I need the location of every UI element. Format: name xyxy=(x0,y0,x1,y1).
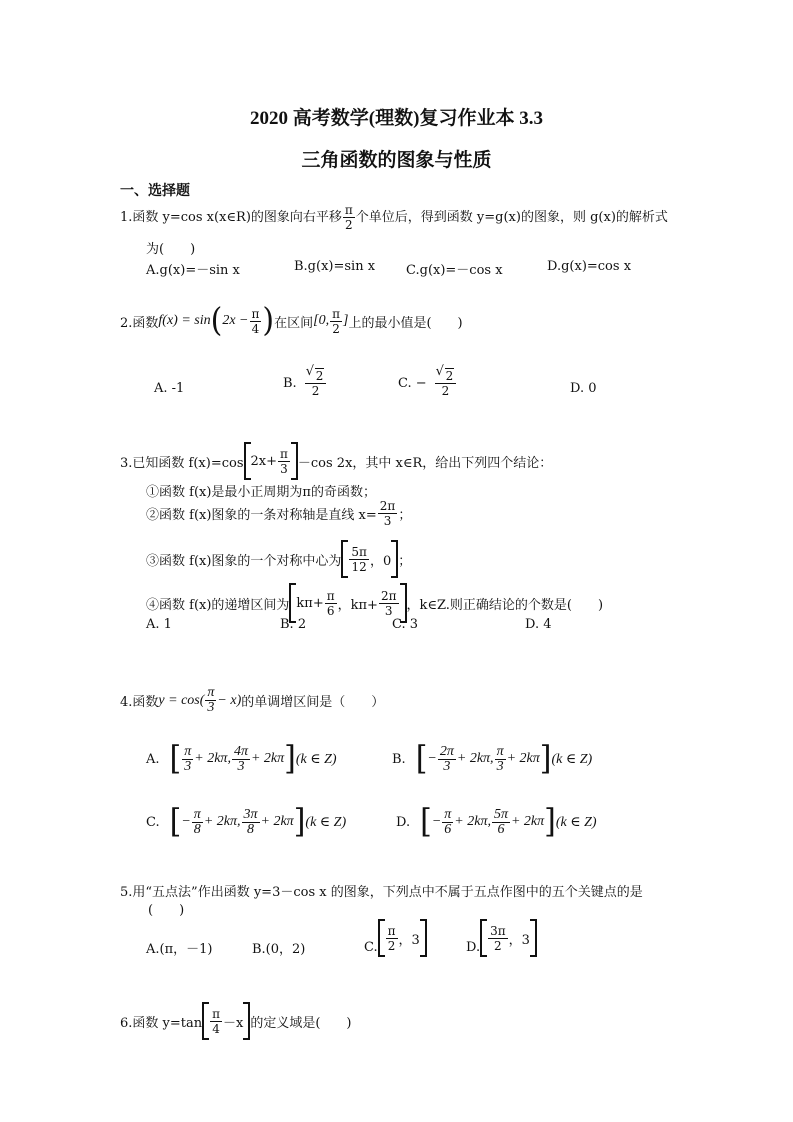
q4-c-d1: 8 xyxy=(193,821,201,837)
q3-text-b: －cos 2x，其中 x∈R，给出下列四个结论： xyxy=(297,455,553,471)
q4-a-d1: 3 xyxy=(184,758,192,774)
q3-s4-den1: 6 xyxy=(326,603,335,618)
q4-c-frac-2 xyxy=(242,808,260,837)
document-title: 2020 高考数学(理数)复习作业本 3.3 xyxy=(250,108,543,129)
q4-den: 3 xyxy=(207,700,215,715)
q2-option-c-fraction xyxy=(435,368,457,398)
document-subtitle: 三角函数的图象与性质 xyxy=(301,150,492,171)
q4-d-mid-1: + 2kπ, xyxy=(454,814,491,829)
q3-option-c: C. 3 xyxy=(392,617,419,632)
q5-option-b: B.(0，2) xyxy=(252,942,306,957)
q3-inner-fraction xyxy=(278,447,290,476)
q5-option-d-label: D. xyxy=(466,939,481,955)
q4-c-pre: − xyxy=(181,814,191,829)
q4-a-n1: π xyxy=(184,743,192,759)
q4-d-tail: (k ∈ Z) xyxy=(555,814,597,830)
q2-option-c-root: √ 2 xyxy=(445,368,455,383)
q4-option-d xyxy=(396,802,597,841)
q3-inner-den: 3 xyxy=(280,461,288,476)
q3-s4-den2: 3 xyxy=(384,603,393,618)
q3-s3-fraction xyxy=(349,545,369,574)
q6-bracket-left xyxy=(202,1002,209,1040)
q5-d-num: 3π xyxy=(490,923,506,938)
q4-num: π xyxy=(207,685,215,700)
q4-fraction xyxy=(205,686,216,715)
q4-d-n1: π xyxy=(444,806,452,822)
q3-text-a: 3.已知函数 f(x)=cos xyxy=(120,455,244,471)
q5-d-fraction xyxy=(488,924,508,953)
q4-option-d-label: D. xyxy=(396,814,411,830)
q4-function-end: − x) xyxy=(217,692,242,708)
q2-option-d: D. 0 xyxy=(570,381,597,396)
q5-option-d xyxy=(466,919,537,957)
q6-bracket-right xyxy=(243,1002,250,1040)
q4-a-tail: (k ∈ Z) xyxy=(295,751,337,767)
q5-option-a: A.(π，－1) xyxy=(146,942,213,957)
q2-option-b-label: B. xyxy=(283,375,297,391)
q4-option-c xyxy=(146,802,347,841)
q4-c-n1: π xyxy=(193,806,201,822)
q4-option-b xyxy=(392,739,593,778)
q6-den: 4 xyxy=(212,1021,220,1036)
q2-text-a: 2.函数 xyxy=(120,315,159,331)
q4-text-b: 的单调增区间是（ ） xyxy=(241,695,385,710)
q3-s4-end: ，k∈Z.则正确结论的个数是( ) xyxy=(406,597,604,613)
q3-s3-bracket-left xyxy=(341,540,348,578)
q3-s4-kpi-b: ，kπ+ xyxy=(337,597,378,613)
q3-inner-num: π xyxy=(280,446,288,461)
q2-option-c-label: C. − xyxy=(398,375,427,391)
q4-b-pre: − xyxy=(427,751,437,766)
q5-c-bracket-right xyxy=(420,919,427,957)
q4-b-mid-1: + 2kπ, xyxy=(456,751,494,766)
q4-function: y = cos( xyxy=(158,692,205,708)
q2-inner-num: π xyxy=(251,306,260,321)
q6-num: π xyxy=(212,1006,221,1021)
q5-c-tail: ，3 xyxy=(398,932,420,948)
q4-d-mid-2: + 2kπ xyxy=(510,814,545,829)
q2-function: f(x) = sin xyxy=(158,313,211,328)
q4-option-b-label: B. xyxy=(392,751,406,767)
q4-option-c-label: C. xyxy=(146,814,160,830)
q3-s2-end: ； xyxy=(398,508,412,523)
q1-fraction xyxy=(343,203,355,232)
q3-inner-a: 2x+ xyxy=(250,453,277,469)
q3-statement-3 xyxy=(146,540,411,578)
q2-inner-fraction xyxy=(250,307,262,336)
q1-option-b: B.g(x)=sin x xyxy=(294,259,376,274)
q3-s4-num2: 2π xyxy=(380,588,397,603)
q4-c-bracket-right: ] xyxy=(293,802,306,841)
q2-inner-a: 2x − xyxy=(222,313,249,328)
q5-d-den: 2 xyxy=(494,938,502,953)
q3-s3-bracket-right xyxy=(391,540,398,578)
q3-s4-fraction-2 xyxy=(379,589,399,618)
question-3 xyxy=(120,442,552,480)
q2-inner-den: 4 xyxy=(251,321,260,336)
q4-c-mid-2: + 2kπ xyxy=(260,814,294,829)
q5-c-num: π xyxy=(387,923,396,938)
q3-bracket-right xyxy=(291,442,298,480)
q6-fraction xyxy=(210,1007,222,1036)
q3-s4-fraction-1 xyxy=(325,589,337,618)
q5-option-c-label: C. xyxy=(364,939,378,955)
q2-interval-fraction xyxy=(330,307,342,336)
q4-c-frac-1 xyxy=(192,808,203,837)
q2-interval-num: π xyxy=(332,306,340,321)
q3-s4-num1: π xyxy=(326,588,335,603)
q2-option-c xyxy=(398,368,457,398)
q3-s4-kpi-a: kπ+ xyxy=(296,595,324,611)
q4-c-tail: (k ∈ Z) xyxy=(305,814,347,830)
q6-text-a: 6.函数 y=tan xyxy=(120,1015,203,1031)
q2-option-b-fraction xyxy=(305,368,327,398)
q1-text-c: 为( ) xyxy=(146,242,196,257)
q1-option-c: C.g(x)=－cos x xyxy=(406,263,503,278)
q3-s2-fraction xyxy=(378,499,398,528)
q4-d-frac-1 xyxy=(442,808,453,837)
q4-c-n2: 3π xyxy=(243,806,258,822)
q3-s4-text: ④函数 f(x)的递增区间为 xyxy=(146,597,290,613)
q4-d-bracket-right: ] xyxy=(544,802,556,841)
q4-c-d2: 8 xyxy=(247,821,254,837)
q5-c-den: 2 xyxy=(387,938,396,953)
q3-statement-2 xyxy=(146,499,411,528)
question-6 xyxy=(120,1002,352,1040)
q4-a-n2: 4π xyxy=(233,743,248,759)
q2-interval-a: [0, xyxy=(313,313,330,328)
q4-option-a-label: A. xyxy=(146,751,160,767)
q3-s3-num: 5π xyxy=(351,544,367,559)
q4-a-frac-1 xyxy=(182,745,193,774)
q4-b-tail: (k ∈ Z) xyxy=(551,751,593,767)
q2-text-c: 上的最小值是( ) xyxy=(348,315,463,331)
q2-paren-left: ( xyxy=(210,301,223,340)
q1-frac-den: 2 xyxy=(345,218,353,232)
q4-b-bracket-left: [ xyxy=(415,739,428,778)
q5-text-b: ( ) xyxy=(148,903,185,918)
q1-text-a: 1.函数 y=cos x(x∈R)的图象向右平移 xyxy=(120,210,342,225)
q3-option-d: D. 4 xyxy=(525,617,552,632)
q3-bracket-left xyxy=(244,442,251,480)
q6-inner-b: －x xyxy=(223,1015,244,1031)
q2-option-a: A. -1 xyxy=(154,381,185,396)
q4-a-bracket-right: ] xyxy=(284,739,296,778)
q2-option-b xyxy=(283,368,327,398)
question-5: 5.用“五点法”作出函数 y=3－cos x 的图象，下列点中不属于五点作图中的五个关键点的是 xyxy=(120,885,643,900)
q3-s3-den: 12 xyxy=(351,559,367,574)
q4-d-pre: − xyxy=(431,814,442,829)
q3-option-a: A. 1 xyxy=(146,617,172,632)
q2-interval-b: ] xyxy=(342,313,349,328)
q4-b-bracket-right: ] xyxy=(539,739,552,778)
q4-b-mid-2: + 2kπ xyxy=(506,751,540,766)
q2-option-b-root: √ 2 xyxy=(315,368,325,383)
q1-option-d: D.g(x)=cos x xyxy=(547,259,632,274)
section-heading: 一、选择题 xyxy=(120,183,190,199)
q4-b-n2: π xyxy=(496,743,504,759)
q3-s2-den: 3 xyxy=(383,514,392,528)
q5-c-bracket-left xyxy=(378,919,385,957)
q4-d-d1: 6 xyxy=(444,821,452,837)
q3-s2-num: 2π xyxy=(379,499,396,513)
q2-interval-den: 2 xyxy=(332,321,340,336)
q3-statement-1: ①函数 f(x)是最小正周期为π的奇函数； xyxy=(146,485,376,500)
q4-a-mid-1: + 2kπ, xyxy=(194,751,231,766)
q3-s2-text: ②函数 f(x)图象的一条对称轴是直线 x= xyxy=(146,508,377,523)
q4-a-frac-2 xyxy=(232,745,250,774)
q4-b-d2: 3 xyxy=(496,758,504,774)
question-1 xyxy=(120,203,668,232)
q6-text-b: 的定义域是( ) xyxy=(250,1015,352,1031)
q5-d-bracket-left xyxy=(480,919,487,957)
q4-text-a: 4.函数 xyxy=(120,695,159,710)
q1-option-a: A.g(x)=－sin x xyxy=(146,263,240,278)
q5-option-c xyxy=(364,919,427,957)
q4-c-mid-1: + 2kπ, xyxy=(203,814,241,829)
q3-s3-end: ； xyxy=(398,553,412,569)
question-4 xyxy=(120,686,384,715)
question-2 xyxy=(120,301,463,340)
q1-text-b: 个单位后，得到函数 y=g(x)的图象，则 g(x)的解析式 xyxy=(355,210,668,225)
q4-b-d1: 3 xyxy=(443,758,451,774)
q4-b-frac-1 xyxy=(438,745,456,774)
q5-c-fraction xyxy=(386,924,398,953)
q2-option-b-den: 2 xyxy=(311,384,320,398)
q5-d-bracket-right xyxy=(530,919,537,957)
q4-d-frac-2 xyxy=(492,808,510,837)
q4-a-bracket-left: [ xyxy=(169,739,182,778)
q3-s3-zero: ，0 xyxy=(369,553,392,569)
q4-a-d2: 3 xyxy=(237,758,245,774)
q2-text-b: 在区间 xyxy=(274,315,314,331)
q4-d-d2: 6 xyxy=(497,821,505,837)
q4-c-bracket-left: [ xyxy=(169,802,182,841)
q1-frac-num: π xyxy=(344,203,353,217)
q2-option-c-den: 2 xyxy=(441,384,450,398)
q3-option-b: B. 2 xyxy=(280,617,307,632)
q2-paren-right: ) xyxy=(262,301,275,340)
q4-d-n2: 5π xyxy=(493,806,508,822)
q4-b-n1: 2π xyxy=(439,743,454,759)
q4-d-bracket-left: [ xyxy=(420,802,432,841)
q4-option-a xyxy=(146,739,337,778)
q4-a-mid-2: + 2kπ xyxy=(250,751,285,766)
q3-s3-text: ③函数 f(x)图象的一个对称中心为 xyxy=(146,553,342,569)
q5-d-tail: ，3 xyxy=(508,932,530,948)
q4-b-frac-2 xyxy=(495,745,506,774)
